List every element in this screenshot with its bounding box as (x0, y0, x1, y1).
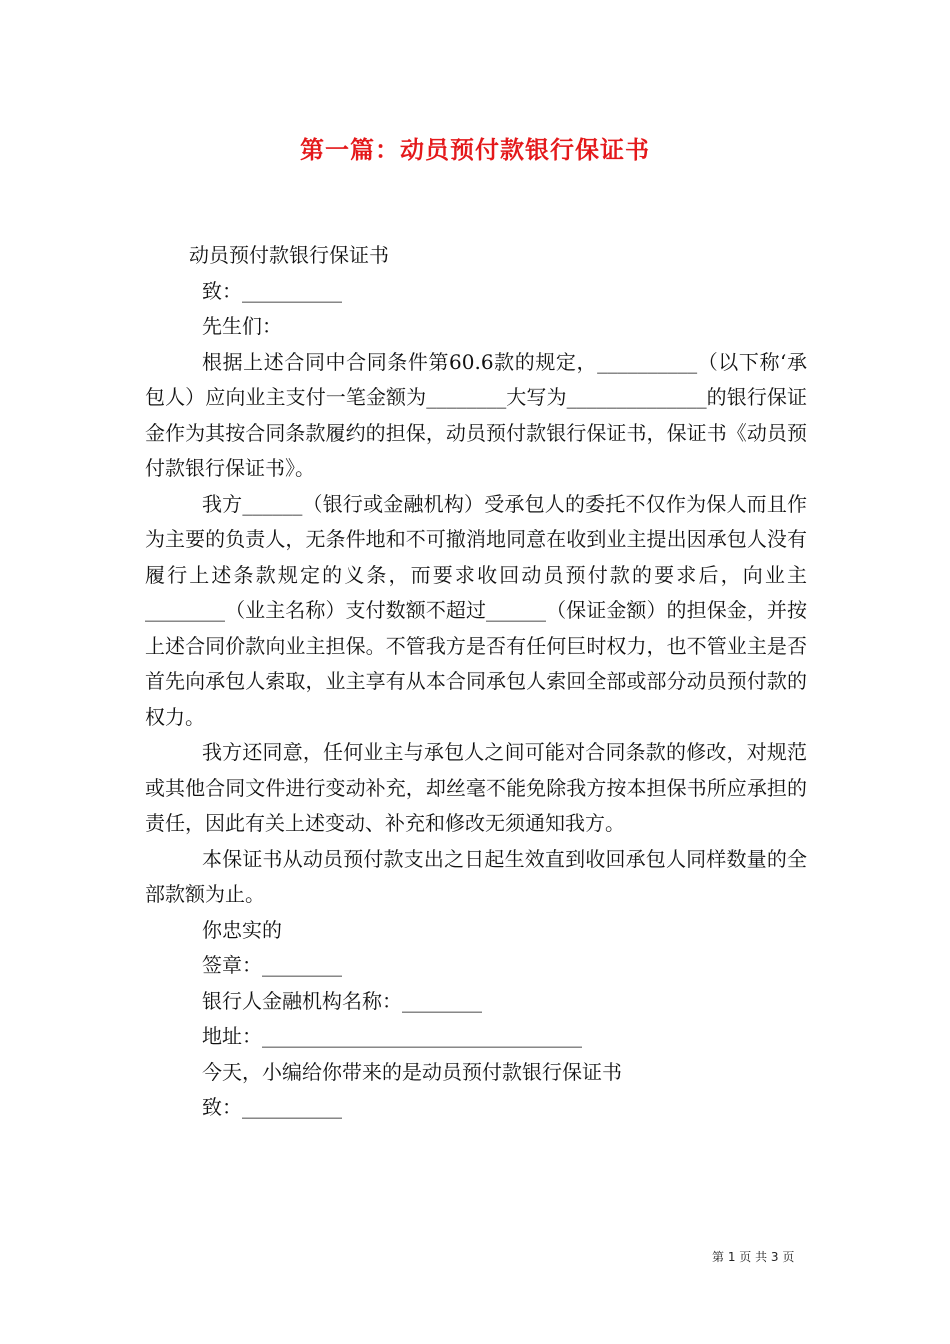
signature-line: 签章：________ (202, 953, 342, 977)
paragraph-4: 本保证书从动员预付款支出之日起生效直到收回承包人同样数量的全部款额为止。 (145, 846, 807, 906)
paragraph-2: 我方______（银行或金融机构）受承包人的委托不仅作为保人而且作为主要的负责人，无条件地和不可撤消地同意在收到业主提出因承包人没有履行上述条款规定的义条，而要求收回动员预付款的要求后，向业主________（业主名称）支付数额不超过______（保证金额）的担保金，并按上述合同价款向业主担保。不管我方是否有任何巨时权力，也不管业主是否首先向承包人索取，业主享有从本合同承包人索回全部或部分动员预付款的权力。 (145, 491, 807, 729)
to-line: 致：__________ (202, 278, 342, 303)
subtitle-line: 动员预付款银行保证书 (189, 243, 389, 267)
salutation-line: 先生们： (202, 314, 282, 338)
paragraph-1: 根据上述合同中合同条件第60.6款的规定，__________（以下称‘承包人）应向业主支付一笔金额为________大写为______________的银行保证金作为其按合同条款履约的担保，动员预付款银行保证书，保证书《动员预付款银行保证书》。 (145, 349, 807, 480)
document-body (145, 238, 807, 1126)
document-title: 第一篇：动员预付款银行保证书 (300, 136, 650, 164)
closing-line: 你忠实的 (202, 917, 282, 942)
paragraph-3: 我方还同意，任何业主与承包人之间可能对合同条款的修改，对规范或其他合同文件进行变动补充，却丝毫不能免除我方按本担保书所应承担的责任，因此有关上述变动、补充和修改无须通知我方。 (145, 740, 807, 835)
page-footer: 第 1 页 共 3 页 (712, 1250, 795, 1264)
bank-name-line: 银行人金融机构名称：________ (202, 988, 482, 1013)
address-line: 地址：________________________________ (202, 1024, 582, 1048)
editor-line: 今天，小编给你带来的是动员预付款银行保证书 (202, 1059, 622, 1084)
to-line-2: 致：__________ (202, 1095, 342, 1119)
